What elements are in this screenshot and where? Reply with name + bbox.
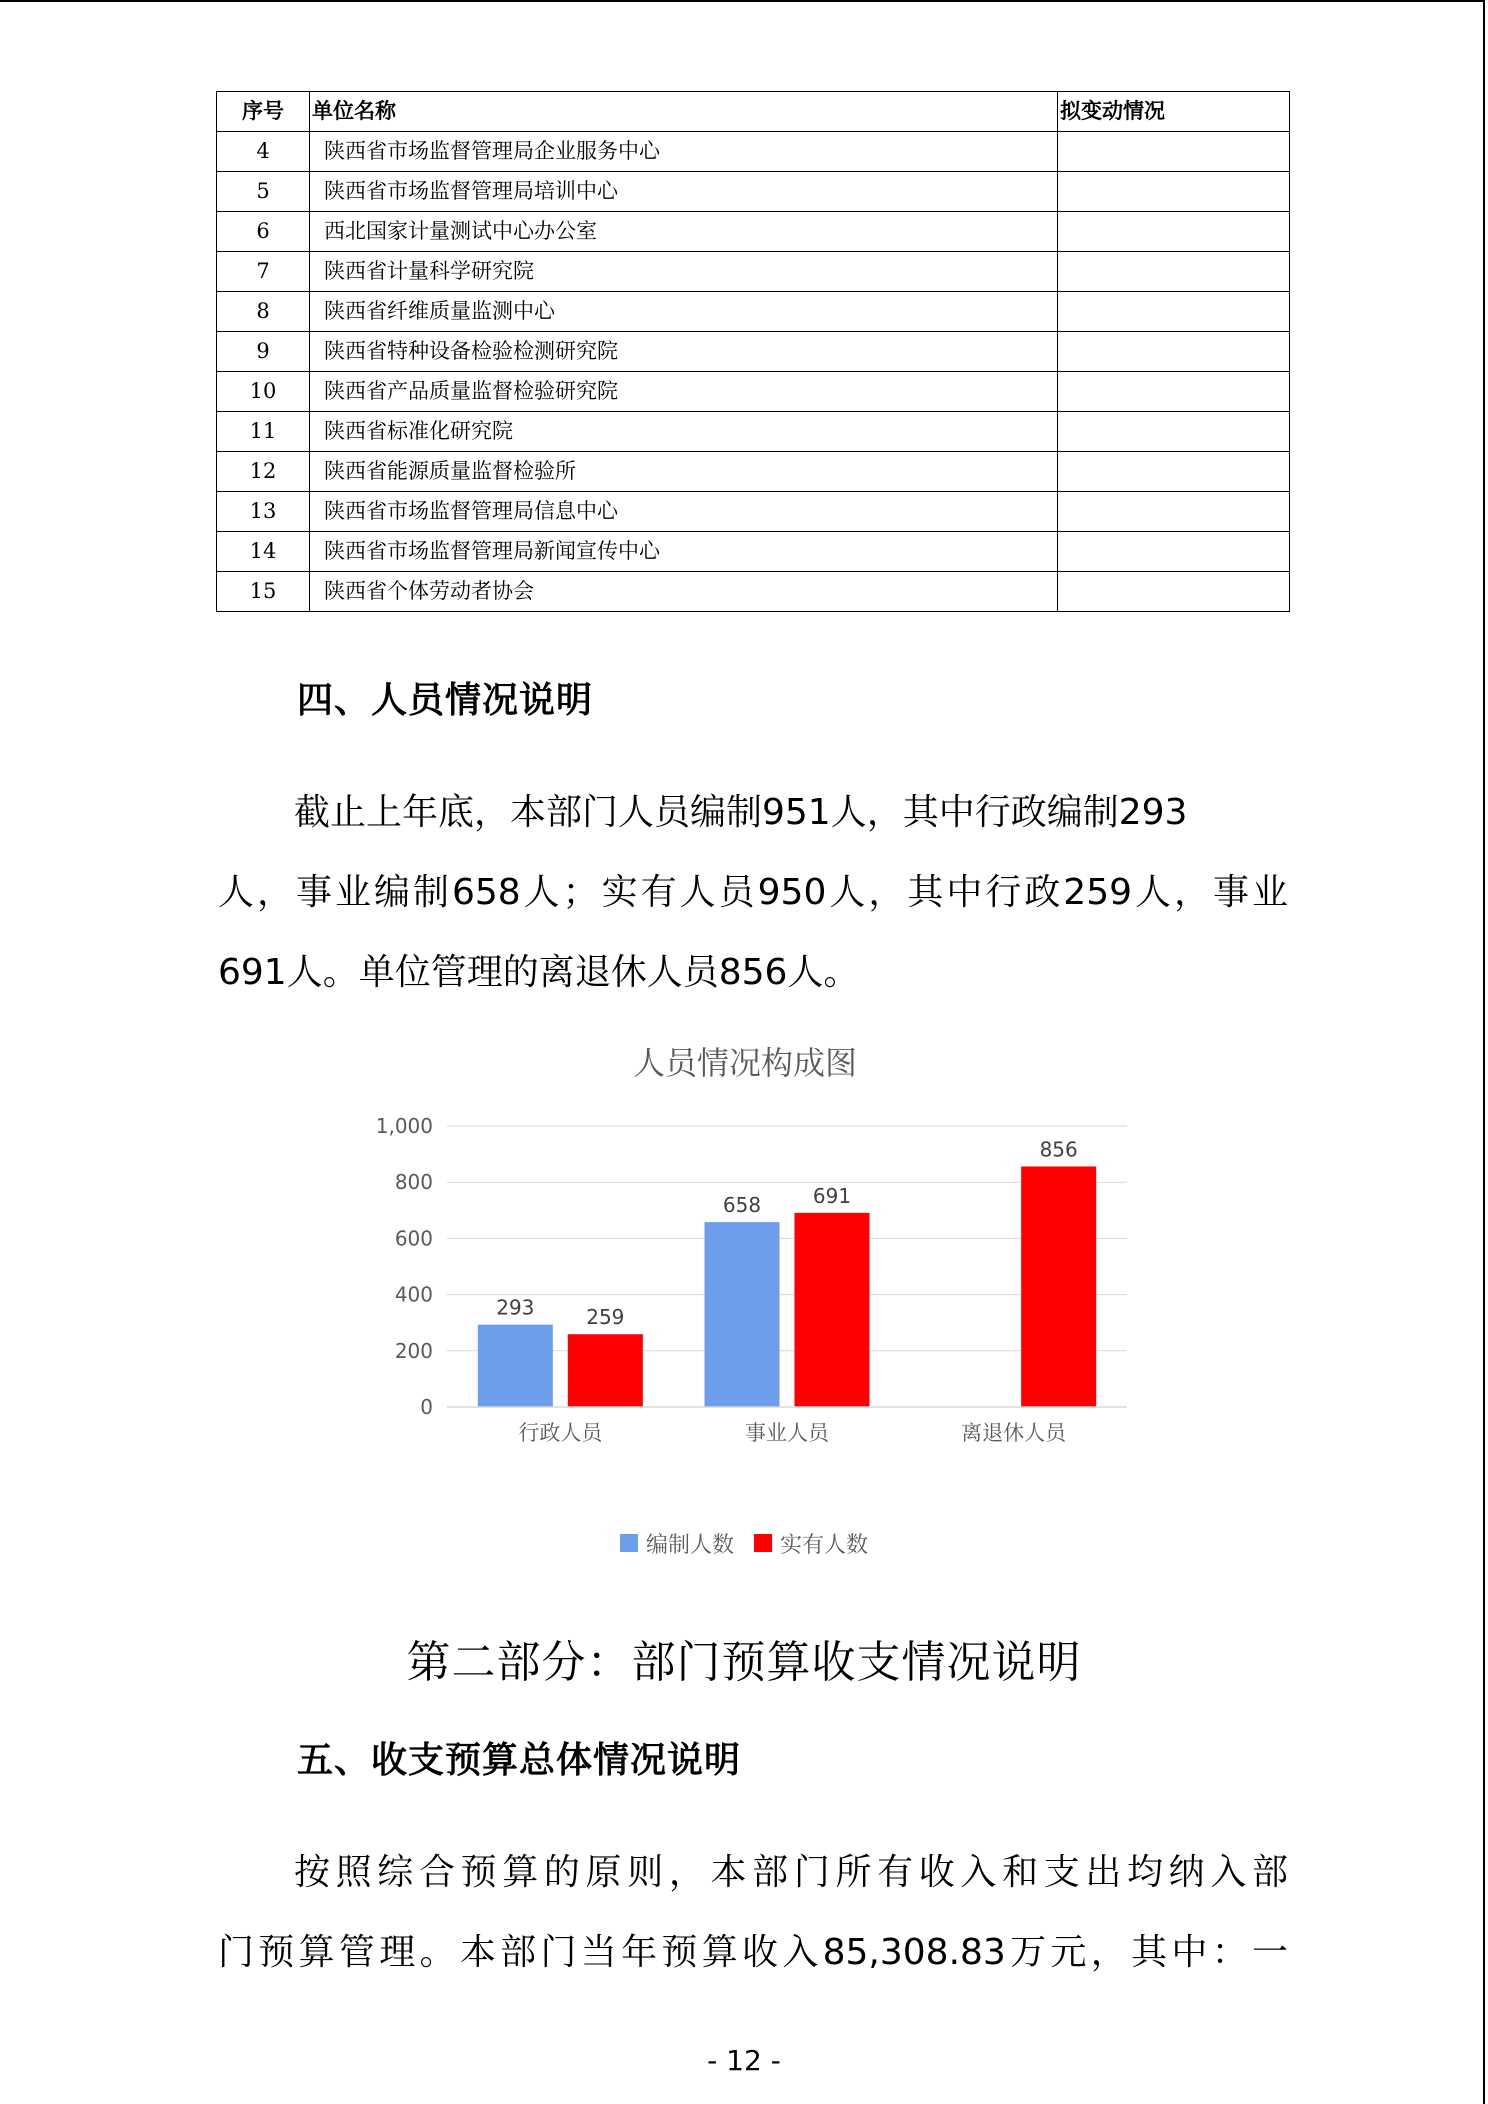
header-unit-name: 单位名称 <box>310 92 1058 132</box>
section4-line2: 人，事业编制658人；实有人员950人，其中行政259人，事业 <box>218 872 1288 913</box>
row-no: 10 <box>217 372 310 412</box>
bar <box>795 1213 870 1407</box>
table-row <box>217 412 1290 452</box>
header-change: 拟变动情况 <box>1058 92 1290 132</box>
row-no: 4 <box>217 132 310 172</box>
table-row <box>217 492 1290 532</box>
bar <box>568 1334 643 1407</box>
section4-paragraph <box>218 773 1288 1013</box>
row-unit-name: 陕西省纤维质量监测中心 <box>310 292 1058 332</box>
x-tick-label: 离退休人员 <box>961 1421 1067 1445</box>
row-no: 13 <box>217 492 310 532</box>
section4-heading: 四、人员情况说明 <box>297 680 594 721</box>
table-row <box>217 532 1290 572</box>
row-unit-name: 陕西省能源质量监督检验所 <box>310 452 1058 492</box>
section4-line3: 691人。单位管理的离退休人员856人。 <box>218 952 860 993</box>
row-no: 14 <box>217 532 310 572</box>
legend-label: 实有人数 <box>780 1532 869 1558</box>
data-label: 691 <box>812 1183 852 1208</box>
unit-change-table <box>216 91 1290 612</box>
chart-legend <box>620 1528 882 1558</box>
row-no: 8 <box>217 292 310 332</box>
header-no: 序号 <box>217 92 310 132</box>
x-tick-label: 行政人员 <box>518 1421 603 1445</box>
y-tick-label: 200 <box>394 1338 433 1363</box>
table-row <box>217 572 1290 612</box>
row-unit-name: 西北国家计量测试中心办公室 <box>310 212 1058 252</box>
legend-label: 编制人数 <box>646 1532 735 1558</box>
table-row <box>217 252 1290 292</box>
table-row <box>217 332 1290 372</box>
row-change <box>1058 452 1290 492</box>
row-no: 12 <box>217 452 310 492</box>
data-label: 856 <box>1039 1137 1078 1162</box>
legend-item <box>754 1528 868 1559</box>
row-change <box>1058 252 1290 292</box>
row-change <box>1058 212 1290 252</box>
y-tick-label: 0 <box>420 1395 433 1419</box>
legend-item <box>620 1528 734 1559</box>
y-tick-label: 400 <box>394 1282 433 1307</box>
row-change <box>1058 332 1290 372</box>
part2-title: 第二部分：部门预算收支情况说明 <box>406 1637 1082 1688</box>
row-change <box>1058 172 1290 212</box>
row-change <box>1058 372 1290 412</box>
y-tick-label: 800 <box>394 1170 433 1195</box>
row-unit-name: 陕西省市场监督管理局培训中心 <box>310 172 1058 212</box>
personnel-chart <box>330 1030 1160 1570</box>
chart-title: 人员情况构成图 <box>632 1044 857 1082</box>
table-row <box>217 292 1290 332</box>
y-tick-label: 1,000 <box>375 1114 433 1138</box>
row-no: 5 <box>217 172 310 212</box>
table-row <box>217 132 1290 172</box>
row-no: 11 <box>217 412 310 452</box>
row-no: 7 <box>217 252 310 292</box>
bar <box>705 1222 780 1407</box>
bar <box>1021 1166 1096 1407</box>
table-row <box>217 372 1290 412</box>
row-unit-name: 陕西省特种设备检验检测研究院 <box>310 332 1058 372</box>
section4-line1: 截止上年底，本部门人员编制951人，其中行政编制293 <box>294 792 1188 833</box>
row-change <box>1058 572 1290 612</box>
data-label: 658 <box>722 1193 762 1218</box>
row-unit-name: 陕西省计量科学研究院 <box>310 252 1058 292</box>
row-unit-name: 陕西省市场监督管理局新闻宣传中心 <box>310 532 1058 572</box>
table-row <box>217 172 1290 212</box>
row-change <box>1058 412 1290 452</box>
row-unit-name: 陕西省个体劳动者协会 <box>310 572 1058 612</box>
data-label: 259 <box>586 1305 625 1330</box>
row-no: 9 <box>217 332 310 372</box>
table-row <box>217 212 1290 252</box>
section5-paragraph <box>218 1833 1288 1993</box>
section5-line2: 门预算管理。本部门当年预算收入85,308.83万元，其中：一 <box>218 1932 1288 1973</box>
y-tick-label: 600 <box>394 1226 433 1251</box>
row-unit-name: 陕西省市场监督管理局信息中心 <box>310 492 1058 532</box>
table-row <box>217 452 1290 492</box>
row-change <box>1058 292 1290 332</box>
chart-plot <box>330 1030 1160 1570</box>
row-unit-name: 陕西省市场监督管理局企业服务中心 <box>310 132 1058 172</box>
page-number: - 12 - <box>707 2044 781 2077</box>
row-change <box>1058 532 1290 572</box>
row-no: 15 <box>217 572 310 612</box>
bar <box>478 1325 553 1407</box>
section5-line1: 按照综合预算的原则，本部门所有收入和支出均纳入部 <box>294 1852 1288 1893</box>
x-tick-label: 事业人员 <box>745 1421 829 1445</box>
row-no: 6 <box>217 212 310 252</box>
row-change <box>1058 132 1290 172</box>
section5-heading: 五、收支预算总体情况说明 <box>297 1740 742 1781</box>
legend-swatch <box>754 1534 772 1552</box>
legend-swatch <box>620 1534 638 1552</box>
row-unit-name: 陕西省产品质量监督检验研究院 <box>310 372 1058 412</box>
row-unit-name: 陕西省标准化研究院 <box>310 412 1058 452</box>
data-label: 293 <box>496 1295 535 1320</box>
row-change <box>1058 492 1290 532</box>
table-header-row <box>217 92 1290 132</box>
